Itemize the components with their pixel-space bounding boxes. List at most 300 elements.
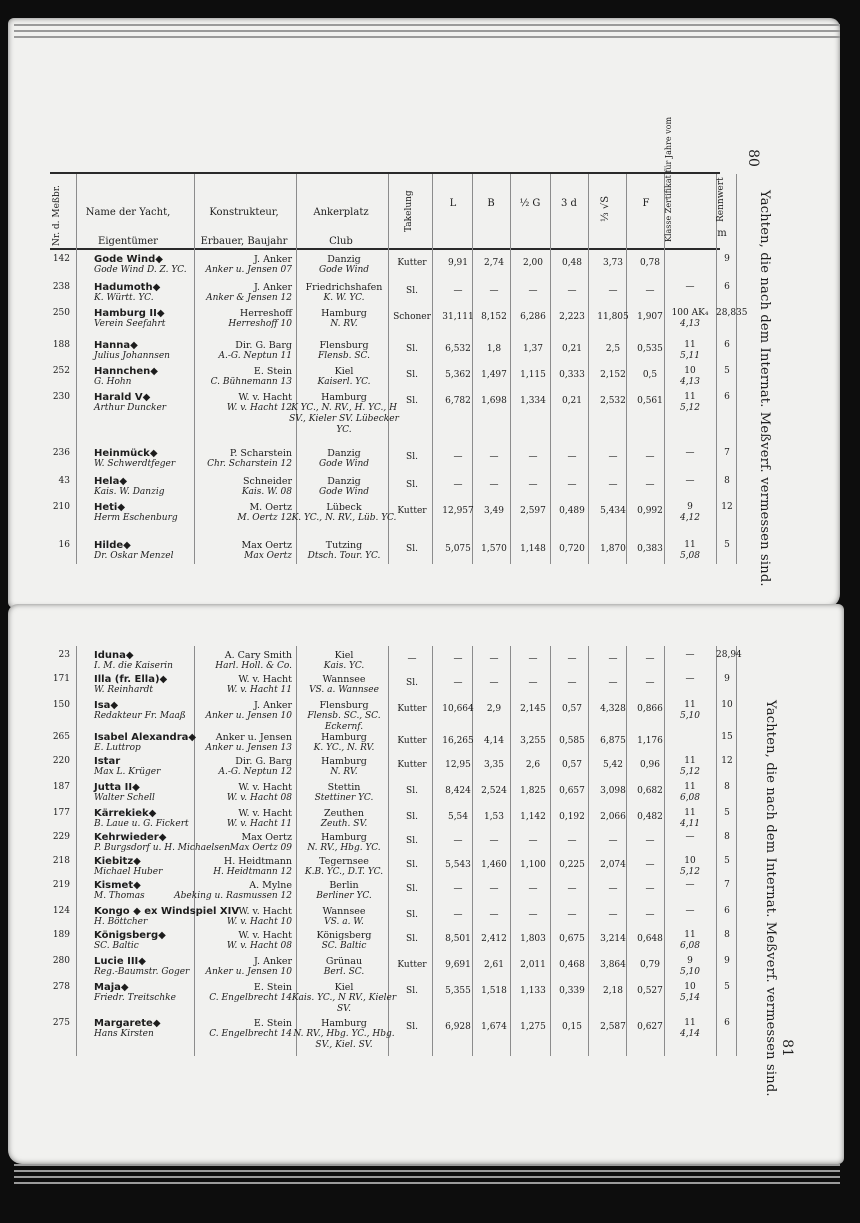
rigging: Kutter (397, 736, 427, 746)
measure-s: — (608, 452, 618, 462)
owner-name: E. Luttrop (94, 743, 141, 753)
owner-name: Kais. W. Danzig (94, 487, 165, 497)
rennwert-value: 7 (724, 880, 730, 890)
measure-g: — (528, 480, 538, 490)
rigging: — (407, 654, 417, 664)
rennwert-value: 28,835 (716, 308, 748, 318)
builder-year: Abeking u. Rasmussen 12 (174, 891, 292, 901)
rigging: Sl. (406, 786, 418, 796)
row-number: 265 (52, 732, 70, 742)
rigging: Kutter (397, 760, 427, 770)
class-certificate: 11 (684, 340, 696, 350)
rigging: Sl. (406, 812, 418, 822)
measure-d: — (567, 286, 577, 296)
rennwert-value: 15 (721, 732, 733, 742)
rigging: Sl. (406, 452, 418, 462)
measure-g: — (528, 678, 538, 688)
owner-name: Friedr. Treitschke (94, 993, 176, 1003)
rigging: Sl. (406, 836, 418, 846)
designer: A. Mylne (249, 880, 292, 891)
measure-g: 1,825 (520, 786, 546, 796)
table-header-rule (50, 248, 720, 250)
row-number: 150 (52, 700, 70, 710)
table-row (0, 700, 860, 734)
owner-name: Reg.-Baumstr. Goger (94, 967, 190, 977)
yacht-name: Hamburg II◆ (94, 308, 165, 319)
yacht-name: Margarete◆ (94, 1018, 161, 1029)
builder-year: W. v. Hacht 10 (226, 917, 292, 927)
measure-g: 1,142 (520, 812, 546, 822)
measure-b: — (489, 884, 499, 894)
class-certificate: 10 (684, 856, 696, 866)
measure-s: 1,870 (600, 544, 626, 554)
builder-year: M. Oertz 12 (237, 513, 292, 523)
builder-year: W. v. Hacht 11 (226, 819, 292, 829)
designer: P. Scharstein (229, 448, 292, 459)
measure-l: 8,424 (445, 786, 471, 796)
measure-g: 1,803 (520, 934, 546, 944)
class-certificate: — (685, 476, 695, 486)
rennwert-value: 8 (724, 476, 730, 486)
table-row (0, 308, 860, 342)
builder-year: Anker u. Jensen 13 (205, 743, 292, 753)
yacht-name: Hannchen◆ (94, 366, 158, 377)
measure-s: 3,864 (600, 960, 626, 970)
measure-l: 9,691 (445, 960, 471, 970)
owner-name: W. Reinhardt (94, 685, 154, 695)
club: K. YC., N. RV. (313, 743, 375, 753)
club: N. RV., Hbg. YC., Hbg. SV., Kiel. SV. (293, 1029, 395, 1050)
measure-d: 0,657 (559, 786, 585, 796)
builder-year: Kais. W. 08 (241, 487, 292, 497)
class-year: 5,12 (679, 767, 701, 777)
designer: M. Oertz (249, 502, 292, 513)
measure-s: — (608, 286, 618, 296)
header-rennwert: Rennwert (716, 177, 726, 222)
measure-g: 2,00 (522, 258, 544, 268)
measure-d: 0,675 (559, 934, 585, 944)
measure-d: 0,21 (561, 344, 583, 354)
measure-s: 5,434 (600, 506, 626, 516)
club: Stettiner YC. (314, 793, 374, 803)
class-year: 4,13 (679, 319, 701, 329)
page-edge (14, 1182, 840, 1184)
yacht-name: Gode Wind◆ (94, 254, 163, 265)
class-year: 5,08 (679, 551, 701, 561)
yacht-name: Heti◆ (94, 502, 126, 513)
measure-d: 0,333 (559, 370, 585, 380)
rigging: Sl. (406, 860, 418, 870)
owner-name: Redakteur Fr. Maaß (94, 711, 186, 721)
class-certificate: — (685, 880, 695, 890)
measure-f: — (645, 910, 655, 920)
club: Zeuth. SV. (320, 819, 368, 829)
measure-f: 0,627 (637, 1022, 663, 1032)
measure-f: 0,482 (637, 812, 663, 822)
rigging: Sl. (406, 986, 418, 996)
rennwert-value: 9 (724, 674, 730, 684)
club: Kaiserl. YC. (317, 377, 371, 387)
builder-year: Chr. Scharstein 12 (207, 459, 292, 469)
header-b: B (487, 198, 495, 209)
builder-year: A.-G. Neptun 12 (218, 767, 292, 777)
measure-s: 2,066 (600, 812, 626, 822)
anchorage: Hamburg (321, 1018, 367, 1029)
owner-name: Arthur Duncker (94, 403, 167, 413)
designer: Max Oertz (241, 540, 292, 551)
measure-b: 3,35 (483, 760, 505, 770)
rigging: Kutter (397, 960, 427, 970)
yacht-name: Isabel Alexandra◆ (94, 732, 197, 743)
owner-name: G. Hohn (94, 377, 132, 387)
header-nr: Nr. d. Meßbr. (52, 185, 62, 246)
builder-year: W. v. Hacht 11 (226, 685, 292, 695)
club: Kais. YC., N RV., Kieler SV. (291, 993, 397, 1014)
rennwert-value: 5 (724, 856, 730, 866)
anchorage: Flensburg (319, 340, 369, 351)
measure-l: — (453, 452, 463, 462)
measure-s: 2,5 (605, 344, 621, 354)
rigging: Kutter (397, 258, 427, 268)
row-number: 220 (52, 756, 70, 766)
measure-d: 0,48 (561, 258, 583, 268)
yacht-name: Harald V◆ (94, 392, 151, 403)
row-number: 230 (52, 392, 70, 402)
measure-b: — (489, 452, 499, 462)
designer: E. Stein (253, 1018, 292, 1029)
rennwert-value: 8 (724, 782, 730, 792)
measure-l: — (453, 836, 463, 846)
header-anker: Ankerplatz (313, 207, 369, 218)
class-certificate: — (685, 282, 695, 292)
measure-b: 4,14 (483, 736, 505, 746)
rigging: Kutter (397, 704, 427, 714)
measure-l: — (453, 654, 463, 664)
row-number: 23 (58, 650, 70, 660)
measure-d: 0,489 (559, 506, 585, 516)
table-row (0, 1018, 860, 1052)
club: K YC., N. RV., H. YC., H SV., Kieler SV. Lübecker YC. (289, 403, 399, 435)
running-head: Yachten, die nach dem Internat. Meßverf. vermessen sind. (757, 190, 772, 587)
class-certificate: — (685, 906, 695, 916)
rennwert-value: 6 (724, 906, 730, 916)
measure-s: 6,875 (600, 736, 626, 746)
rennwert-value: 12 (721, 502, 733, 512)
yacht-name: Hadumoth◆ (94, 282, 161, 293)
measure-g: — (528, 654, 538, 664)
club: Gode Wind (318, 265, 370, 275)
club: Flensb. SC. (318, 351, 370, 361)
measure-f: 0,648 (637, 934, 663, 944)
measure-f: 0,561 (637, 396, 663, 406)
row-number: 275 (52, 1018, 70, 1028)
designer: Anker u. Jensen (215, 732, 292, 743)
measure-b: 1,53 (483, 812, 505, 822)
measure-l: 12,957 (442, 506, 474, 516)
page-edge (14, 1170, 840, 1172)
measure-l: 5,543 (445, 860, 471, 870)
anchorage: Wannsee (322, 906, 366, 917)
header-klasse: Klasse Zertifikat für Jahre vom (664, 116, 673, 242)
measure-s: 2,587 (600, 1022, 626, 1032)
measure-g: 2,6 (525, 760, 541, 770)
class-year: 5,12 (679, 403, 701, 413)
measure-s: 11,805 (597, 312, 629, 322)
measure-b: — (489, 480, 499, 490)
header-3d: 3 d (561, 198, 577, 209)
measure-l: 6,782 (445, 396, 471, 406)
row-number: 219 (52, 880, 70, 890)
row-number: 142 (52, 254, 70, 264)
club: VS. a. W. (324, 917, 364, 927)
owner-name: B. Laue u. G. Fickert (94, 819, 189, 829)
page-edge (14, 1176, 840, 1178)
measure-d: — (567, 836, 577, 846)
measure-d: 0,57 (561, 704, 583, 714)
measure-l: 8,501 (445, 934, 471, 944)
owner-name: Herm Eschenburg (94, 513, 178, 523)
yacht-name: Kehrwieder◆ (94, 832, 167, 843)
rigging: Sl. (406, 884, 418, 894)
rigging: Schoner (393, 312, 431, 322)
row-number: 187 (52, 782, 70, 792)
anchorage: Hamburg (321, 832, 367, 843)
measure-s: — (608, 654, 618, 664)
class-year: 6,08 (679, 941, 701, 951)
builder-year: Herreshoff 10 (228, 319, 292, 329)
yacht-name: Hela◆ (94, 476, 128, 487)
class-certificate: — (685, 650, 695, 660)
anchorage: Wannsee (322, 674, 366, 685)
row-number: 210 (52, 502, 70, 512)
club: K. W. YC. (323, 293, 365, 303)
owner-name: H. Böttcher (94, 917, 148, 927)
designer: J. Anker (253, 282, 292, 293)
measure-b: 1,497 (481, 370, 507, 380)
measure-g: — (528, 286, 538, 296)
measure-g: 1,115 (520, 370, 546, 380)
class-year: 6,08 (679, 793, 701, 803)
measure-d: — (567, 910, 577, 920)
row-number: 218 (52, 856, 70, 866)
row-number: 189 (52, 930, 70, 940)
class-certificate: 9 (687, 956, 693, 966)
measure-s: — (608, 678, 618, 688)
rennwert-value: 9 (724, 254, 730, 264)
club: Gode Wind (318, 459, 370, 469)
anchorage: Berlin (329, 880, 359, 891)
builder-year: C. Engelbrecht 14 (209, 1029, 292, 1039)
measure-b: 2,9 (486, 704, 502, 714)
club: Flensb. SC., SC. Eckernf. (307, 711, 381, 732)
measure-b: 1,698 (481, 396, 507, 406)
measure-f: 0,682 (637, 786, 663, 796)
club: Berl. SC. (323, 967, 365, 977)
measure-b: — (489, 836, 499, 846)
anchorage: Kiel (334, 366, 354, 377)
anchorage: Hamburg (321, 308, 367, 319)
class-certificate: 100 AK₄ (671, 308, 709, 318)
rennwert-value: 6 (724, 282, 730, 292)
header-sqrt-s: ⅓ √S (600, 195, 611, 222)
designer: E. Stein (253, 366, 292, 377)
class-certificate: 11 (684, 1018, 696, 1028)
rennwert-value: 7 (724, 448, 730, 458)
measure-d: 0,192 (559, 812, 585, 822)
owner-name: Michael Huber (94, 867, 163, 877)
measure-g: — (528, 452, 538, 462)
measure-g: 1,100 (520, 860, 546, 870)
page-edge (14, 24, 840, 26)
page-edge (14, 30, 840, 32)
measure-f: 0,535 (637, 344, 663, 354)
measure-l: 10,664 (442, 704, 474, 714)
rigging: Sl. (406, 910, 418, 920)
designer: W. v. Hacht (238, 392, 292, 403)
rennwert-value: 5 (724, 982, 730, 992)
class-year: 4,13 (679, 377, 701, 387)
row-number: 252 (52, 366, 70, 376)
rigging: Sl. (406, 370, 418, 380)
measure-l: 9,91 (447, 258, 469, 268)
measure-d: — (567, 452, 577, 462)
measure-f: 1,907 (637, 312, 663, 322)
rigging: Sl. (406, 678, 418, 688)
designer: Dir. G. Barg (235, 756, 292, 767)
measure-b: 2,61 (483, 960, 505, 970)
measure-l: 6,928 (445, 1022, 471, 1032)
class-certificate: 11 (684, 808, 696, 818)
measure-b: 3,49 (483, 506, 505, 516)
measure-s: — (608, 836, 618, 846)
header-name: Name der Yacht, (85, 207, 171, 218)
measure-b: 1,518 (481, 986, 507, 996)
anchorage: Tutzing (325, 540, 363, 551)
club: Dtsch. Tour. YC. (307, 551, 381, 561)
measure-s: 3,098 (600, 786, 626, 796)
yacht-name: Kärrekiek◆ (94, 808, 157, 819)
rennwert-value: 6 (724, 392, 730, 402)
yacht-name: Kongo ◆ ex Windspiel XIV (94, 906, 240, 917)
club: K. YC., N. RV., Lüb. YC. (291, 513, 397, 523)
row-number: 43 (58, 476, 70, 486)
club: SC. Baltic (321, 941, 367, 951)
measure-d: — (567, 654, 577, 664)
measure-f: — (645, 452, 655, 462)
measure-f: 0,5 (642, 370, 658, 380)
row-number: 280 (52, 956, 70, 966)
measure-d: 0,468 (559, 960, 585, 970)
table-row (0, 540, 860, 574)
owner-name: P. Burgsdorf u. H. Michaelsen (94, 843, 231, 853)
measure-d: — (567, 884, 577, 894)
measure-l: 5,54 (447, 812, 469, 822)
owner-name: K. Württ. YC. (94, 293, 154, 303)
row-number: 278 (52, 982, 70, 992)
rigging: Sl. (406, 286, 418, 296)
rennwert-value: 28,94 (716, 650, 742, 660)
yacht-name: Maja◆ (94, 982, 129, 993)
yacht-name: Illa (fr. Ella)◆ (94, 674, 168, 685)
header-half-g: ½ G (519, 198, 541, 209)
yacht-name: Kismet◆ (94, 880, 141, 891)
measure-d: 0,339 (559, 986, 585, 996)
measure-s: 3,73 (602, 258, 624, 268)
designer: H. Heidtmann (223, 856, 292, 867)
rigging: Sl. (406, 934, 418, 944)
anchorage: Danzig (327, 254, 361, 265)
measure-g: 2,011 (520, 960, 546, 970)
measure-g: 1,37 (522, 344, 544, 354)
anchorage: Stettin (327, 782, 361, 793)
class-certificate: 10 (684, 982, 696, 992)
club: Gode Wind (318, 487, 370, 497)
page-number: 80 (744, 149, 761, 167)
yacht-name: Hanna◆ (94, 340, 138, 351)
header-m: m (717, 228, 727, 239)
yacht-name: Kiebitz◆ (94, 856, 141, 867)
class-certificate: 11 (684, 700, 696, 710)
builder-year: Harl. Holl. & Co. (215, 661, 292, 671)
class-certificate: 11 (684, 756, 696, 766)
yacht-name: Heinmück◆ (94, 448, 158, 459)
page-edge (14, 36, 840, 38)
rennwert-value: 5 (724, 540, 730, 550)
row-number: 171 (52, 674, 70, 684)
yacht-name: Isa◆ (94, 700, 119, 711)
rigging: Sl. (406, 1022, 418, 1032)
measure-s: 3,214 (600, 934, 626, 944)
measure-l: — (453, 678, 463, 688)
measure-l: — (453, 884, 463, 894)
builder-year: Max Oertz 09 (229, 843, 292, 853)
measure-b: 1,8 (486, 344, 502, 354)
row-number: 229 (52, 832, 70, 842)
builder-year: H. Heidtmann 12 (213, 867, 292, 877)
measure-f: 1,176 (637, 736, 663, 746)
owner-name: Walter Schell (94, 793, 155, 803)
builder-year: W. v. Hacht 08 (226, 793, 292, 803)
measure-s: — (608, 884, 618, 894)
class-certificate: 11 (684, 930, 696, 940)
anchorage: Friedrichshafen (305, 282, 383, 293)
measure-l: 12,95 (445, 760, 471, 770)
class-year: 4,12 (679, 513, 701, 523)
measure-d: 0,15 (561, 1022, 583, 1032)
yacht-name: Jutta II◆ (94, 782, 140, 793)
header-konstrukteur: Konstrukteur, (209, 207, 279, 218)
measure-b: — (489, 286, 499, 296)
table-row (0, 982, 860, 1016)
class-year: 5,10 (679, 711, 701, 721)
row-number: 236 (52, 448, 70, 458)
yacht-name: Iduna◆ (94, 650, 134, 661)
rigging: Sl. (406, 480, 418, 490)
class-year: 5,10 (679, 967, 701, 977)
anchorage: Grünau (325, 956, 363, 967)
rennwert-value: 5 (724, 808, 730, 818)
yacht-name: Lucie III◆ (94, 956, 146, 967)
anchorage: Danzig (327, 476, 361, 487)
anchorage: Flensburg (319, 700, 369, 711)
measure-g: 1,148 (520, 544, 546, 554)
measure-s: 4,328 (600, 704, 626, 714)
measure-f: — (645, 678, 655, 688)
class-year: 4,11 (679, 819, 701, 829)
measure-s: 5,42 (602, 760, 624, 770)
rennwert-value: 6 (724, 1018, 730, 1028)
builder-year: Anker u. Jensen 10 (205, 967, 292, 977)
